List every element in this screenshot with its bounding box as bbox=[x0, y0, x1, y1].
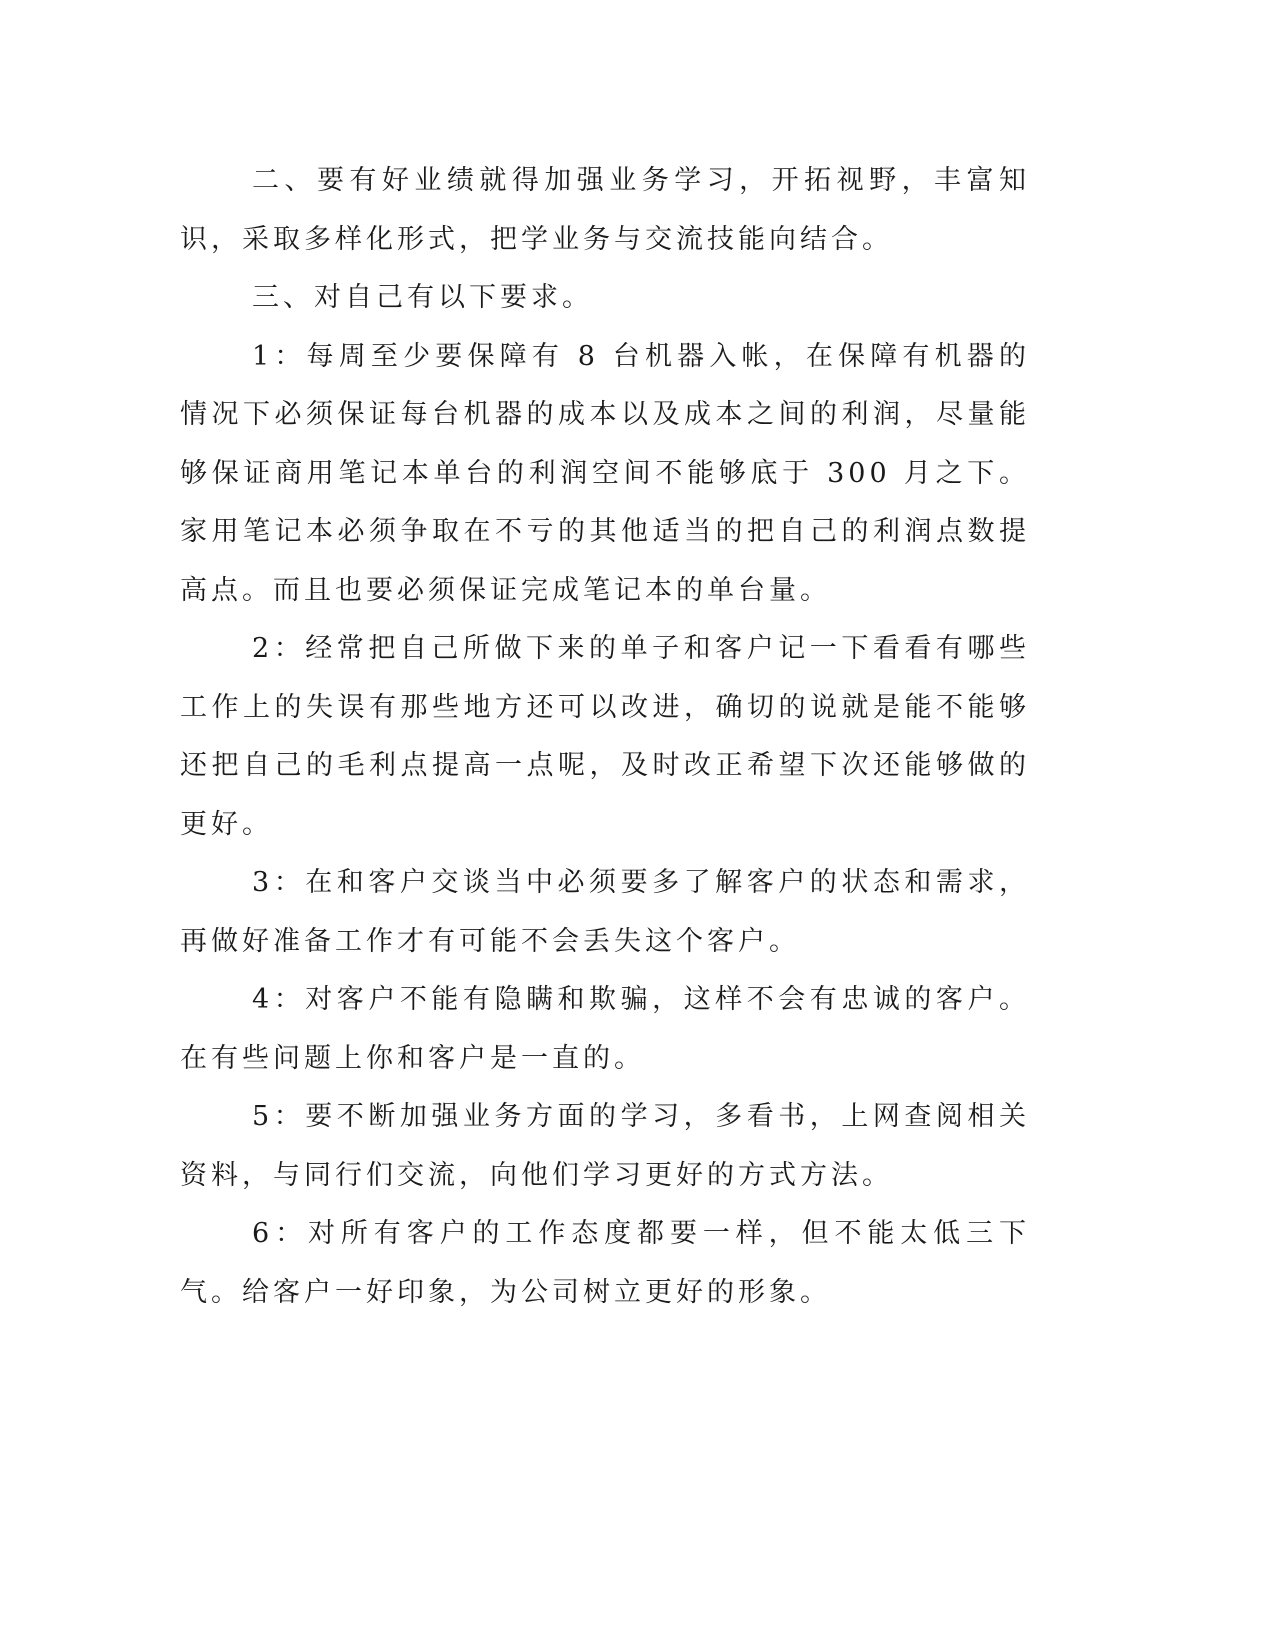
paragraph-item-6: 6：对所有客户的工作态度都要一样，但不能太低三下气。给客户一好印象，为公司树立更好的形象。 bbox=[180, 1218, 1030, 1308]
paragraph-item-2: 2：经常把自己所做下来的单子和客户记一下看看有哪些工作上的失误有那些地方还可以改进，确切的说就是能不能够还把自己的毛利点提高一点呢，及时改正希望下次还能够做的更好。 bbox=[180, 633, 1030, 840]
paragraph-item-4: 4：对客户不能有隐瞒和欺骗，这样不会有忠诚的客户。在有些问题上你和客户是一直的。 bbox=[180, 984, 1030, 1074]
paragraph-section-three: 三、对自己有以下要求。 bbox=[252, 282, 593, 313]
paragraph-section-two: 二、要有好业绩就得加强业务学习，开拓视野，丰富知识，采取多样化形式，把学业务与交流技能向结合。 bbox=[180, 165, 1030, 255]
document-body bbox=[180, 152, 1030, 1322]
paragraph-item-3: 3：在和客户交谈当中必须要多了解客户的状态和需求，再做好准备工作才有可能不会丢失这个客户。 bbox=[180, 867, 1030, 957]
paragraph-item-1: 1：每周至少要保障有 8 台机器入帐，在保障有机器的情况下必须保证每台机器的成本以及成本之间的利润，尽量能够保证商用笔记本单台的利润空间不能够底于 300 月之下。家用笔记本必须争取在不亏的其他适当的把自己的利润点数提高点。而且也要必须保证完成笔记本的单台量。 bbox=[180, 340, 1030, 606]
paragraph-item-5: 5：要不断加强业务方面的学习，多看书，上网查阅相关资料，与同行们交流，向他们学习更好的方式方法。 bbox=[180, 1101, 1030, 1191]
